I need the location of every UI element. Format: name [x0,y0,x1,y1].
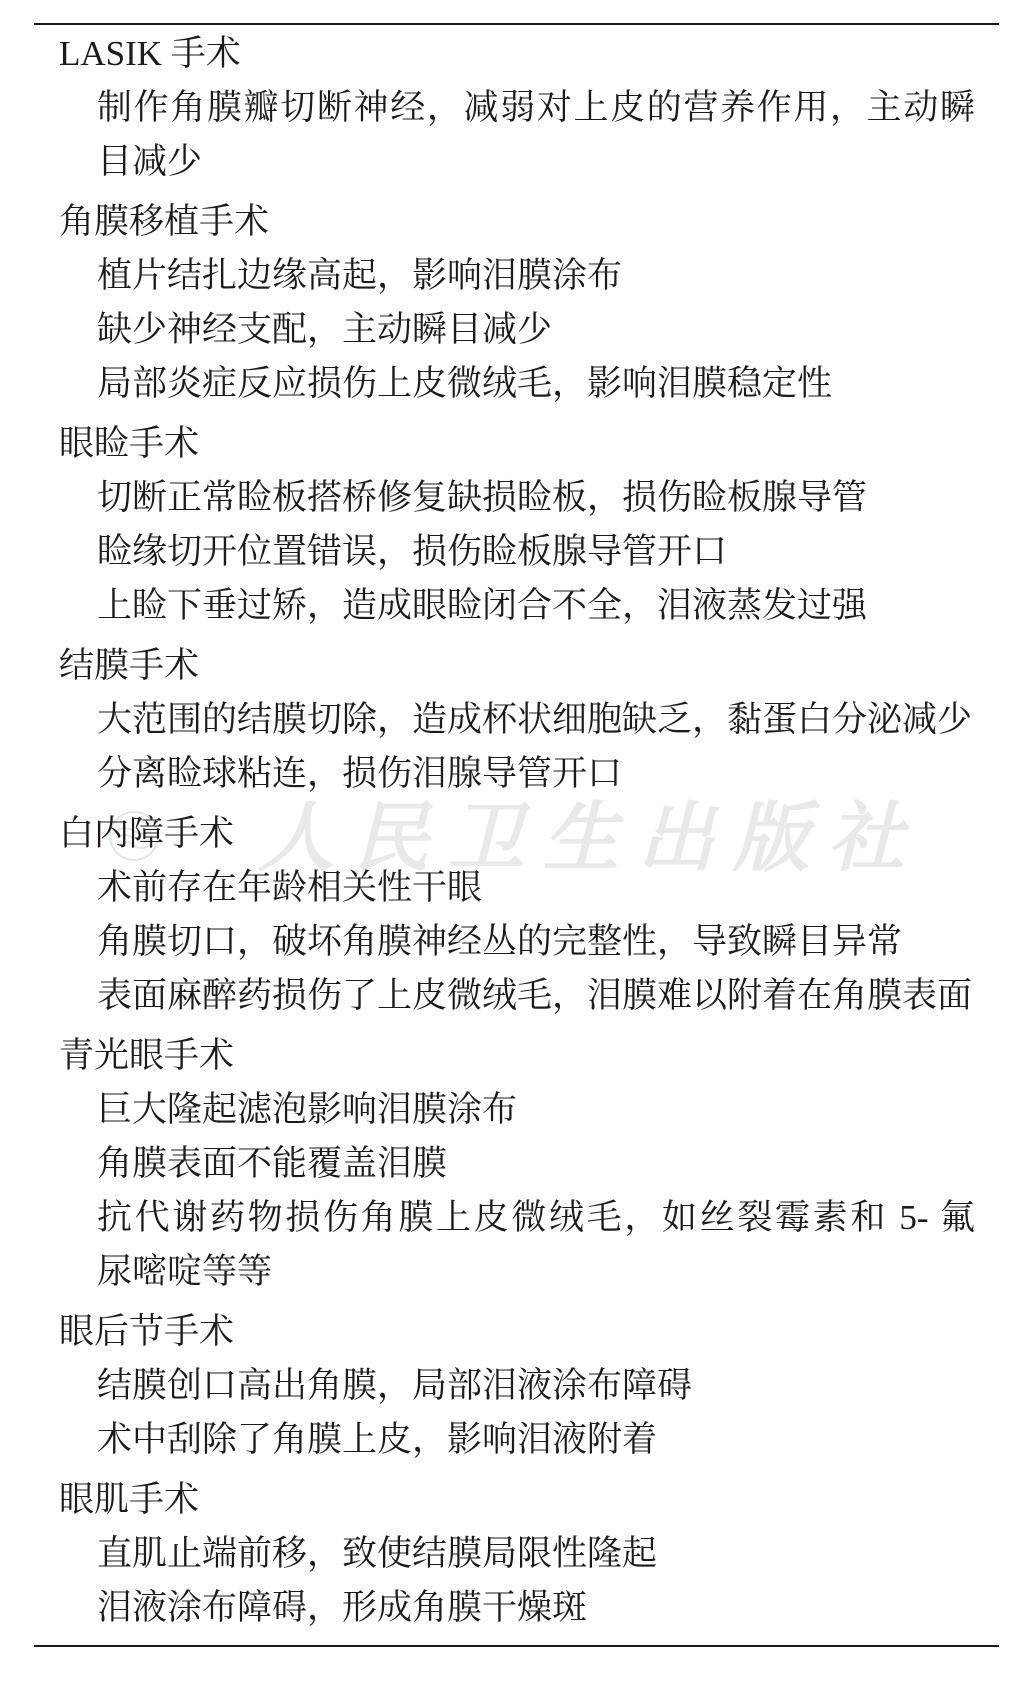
list-item [0,471,1031,525]
section-glaucoma [0,1029,1031,1299]
list-item [0,861,1031,915]
item-line: 上睑下垂过矫，造成眼睑闭合不全，泪液蒸发过强 [97,586,868,625]
item-line: 局部炎症反应损伤上皮微绒毛，影响泪膜稳定性 [97,364,833,403]
item-line: 表面麻醉药损伤了上皮微绒毛，泪膜难以附着在角膜表面 [97,976,973,1015]
list-item [0,303,1031,357]
section-corneal-transplant [0,195,1031,411]
list-item [0,1527,1031,1581]
section-lasik [0,27,1031,189]
item-line: 切断正常睑板搭桥修复缺损睑板，损伤睑板腺导管 [97,478,868,517]
section-title: 青光眼手术 [59,1036,235,1075]
list-item [0,969,1031,1023]
item-line: 制作角膜瓣切断神经，减弱对上皮的营养作用，主动瞬 [97,88,975,127]
section-eyelid [0,417,1031,633]
item-line: 大范围的结膜切除，造成杯状细胞缺乏，黏蛋白分泌减少 [97,700,973,739]
list-item [0,357,1031,411]
list-item [0,1581,1031,1635]
list-item [0,1191,1031,1299]
item-line: 术中刮除了角膜上皮，影响泪液附着 [97,1420,658,1459]
section-title: 白内障手术 [59,814,235,853]
list-item [0,1083,1031,1137]
table-top-rule [34,23,999,25]
item-line: 巨大隆起滤泡影响泪膜涂布 [97,1090,518,1129]
list-item [0,747,1031,801]
item-line: 抗代谢药物损伤角膜上皮微绒毛，如丝裂霉素和 5- 氟 [97,1198,975,1237]
list-item [0,693,1031,747]
section-title: LASIK 手术 [59,34,241,73]
item-line: 睑缘切开位置错误，损伤睑板腺导管开口 [97,532,728,571]
section-conjunctiva [0,639,1031,801]
item-line: 泪液涂布障碍，形成角膜干燥斑 [97,1588,588,1627]
list-item [0,915,1031,969]
list-item [0,1137,1031,1191]
item-line: 直肌止端前移，致使结膜局限性隆起 [97,1534,658,1573]
item-line: 术前存在年龄相关性干眼 [97,868,483,907]
section-title: 眼睑手术 [59,424,200,463]
item-line: 尿嘧啶等等 [97,1252,273,1291]
list-item [0,81,1031,189]
item-line: 结膜创口高出角膜，局部泪液涂布障碍 [97,1366,693,1405]
section-cataract [0,807,1031,1023]
section-extraocular-muscle [0,1473,1031,1635]
section-title: 眼肌手术 [59,1480,200,1519]
surgery-dry-eye-table [0,27,1031,1635]
list-item [0,1413,1031,1467]
item-line: 植片结扎边缘高起，影响泪膜涂布 [97,256,623,295]
section-title: 结膜手术 [59,646,200,685]
list-item [0,525,1031,579]
item-line: 目减少 [97,142,203,181]
watermark-text: 人民卫生出版社 [258,793,923,882]
list-item [0,579,1031,633]
item-line: 角膜表面不能覆盖泪膜 [97,1144,448,1183]
item-line: 缺少神经支配，主动瞬目减少 [97,310,553,349]
section-posterior-segment [0,1305,1031,1467]
table-bottom-rule [34,1645,999,1647]
item-line: 分离睑球粘连，损伤泪腺导管开口 [97,754,623,793]
list-item [0,249,1031,303]
list-item [0,1359,1031,1413]
section-title: 眼后节手术 [59,1312,235,1351]
section-title: 角膜移植手术 [59,202,270,241]
item-line: 角膜切口，破坏角膜神经丛的完整性，导致瞬目异常 [97,922,903,961]
